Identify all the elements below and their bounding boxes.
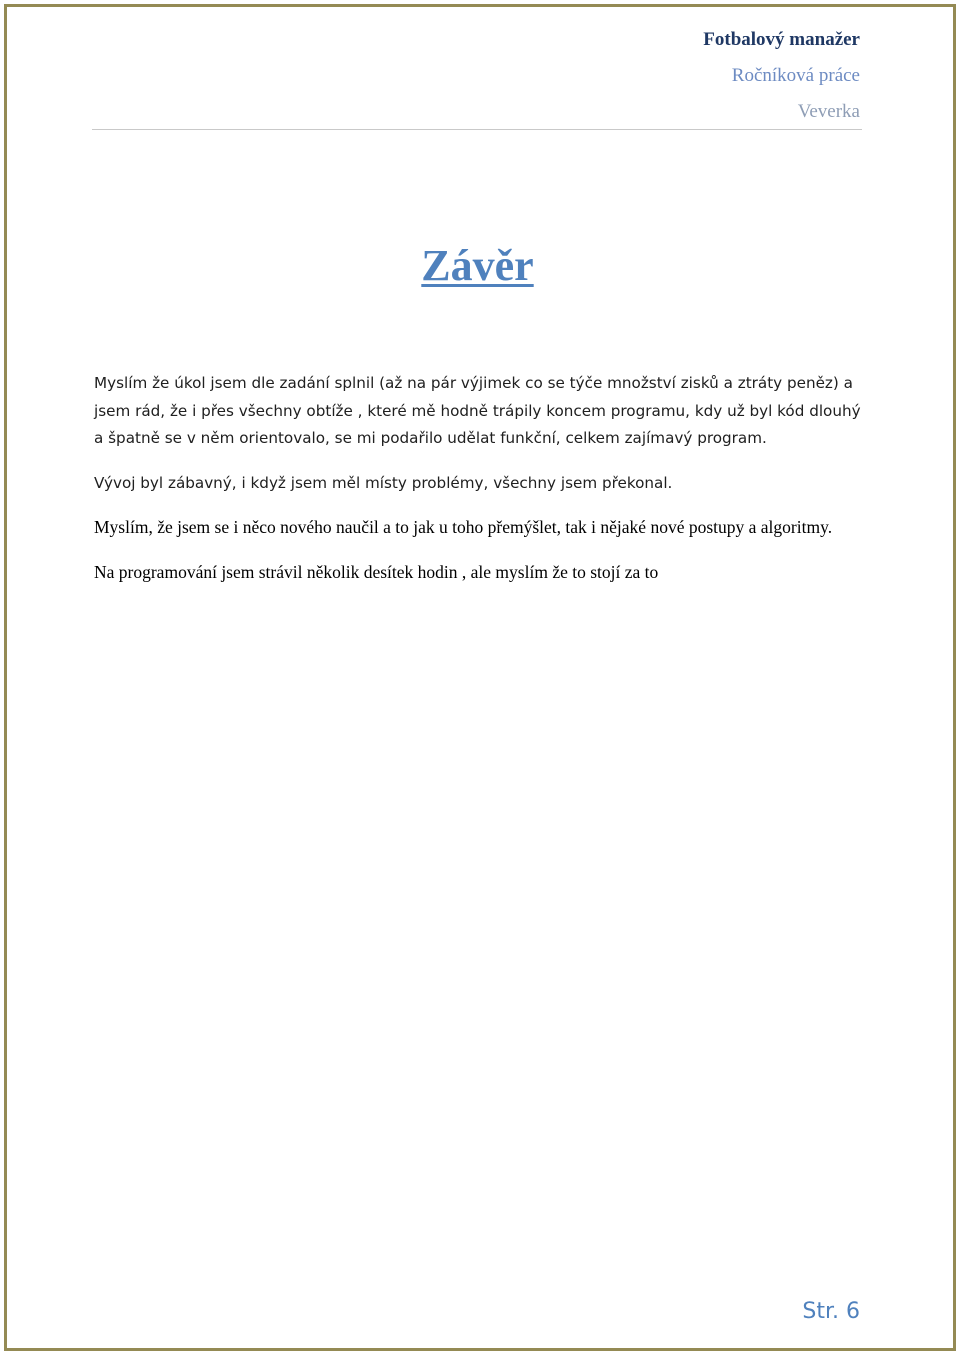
header-divider <box>92 129 862 130</box>
header-author: Veverka <box>797 101 860 122</box>
page-header <box>703 28 860 124</box>
paragraph-3: Myslím, že jsem se i něco nového naučil a to jak u toho přemýšlet, tak i nějaké nové postupy a algoritmy. <box>94 517 833 537</box>
paragraph-2: Vývoj byl zábavný, i když jsem měl místy problémy, všechny jsem překonal. <box>94 473 673 492</box>
paragraph-1: Myslím že úkol jsem dle zadání splnil (až na pár výjimek co se týče množství zisků a ztráty peněz) a jsem rád, že i přes všechny obtíže , které mě hodně trápily koncem programu, kdy už byl kód dlouhý a špatně se v něm orientovalo, se mi podařilo udělat funkční, celkem zajímavý program. <box>94 374 861 447</box>
document-body <box>94 370 864 603</box>
header-title: Fotbalový manažer <box>703 29 860 50</box>
page-number: Str. 6 <box>802 1299 860 1324</box>
header-subtitle: Ročníková práce <box>731 65 860 86</box>
page-border <box>4 4 956 1351</box>
paragraph-4: Na programování jsem strávil několik desítek hodin , ale myslím že to stojí za to <box>94 561 659 582</box>
section-heading-text: Závěr <box>421 241 534 290</box>
section-heading <box>0 238 955 294</box>
